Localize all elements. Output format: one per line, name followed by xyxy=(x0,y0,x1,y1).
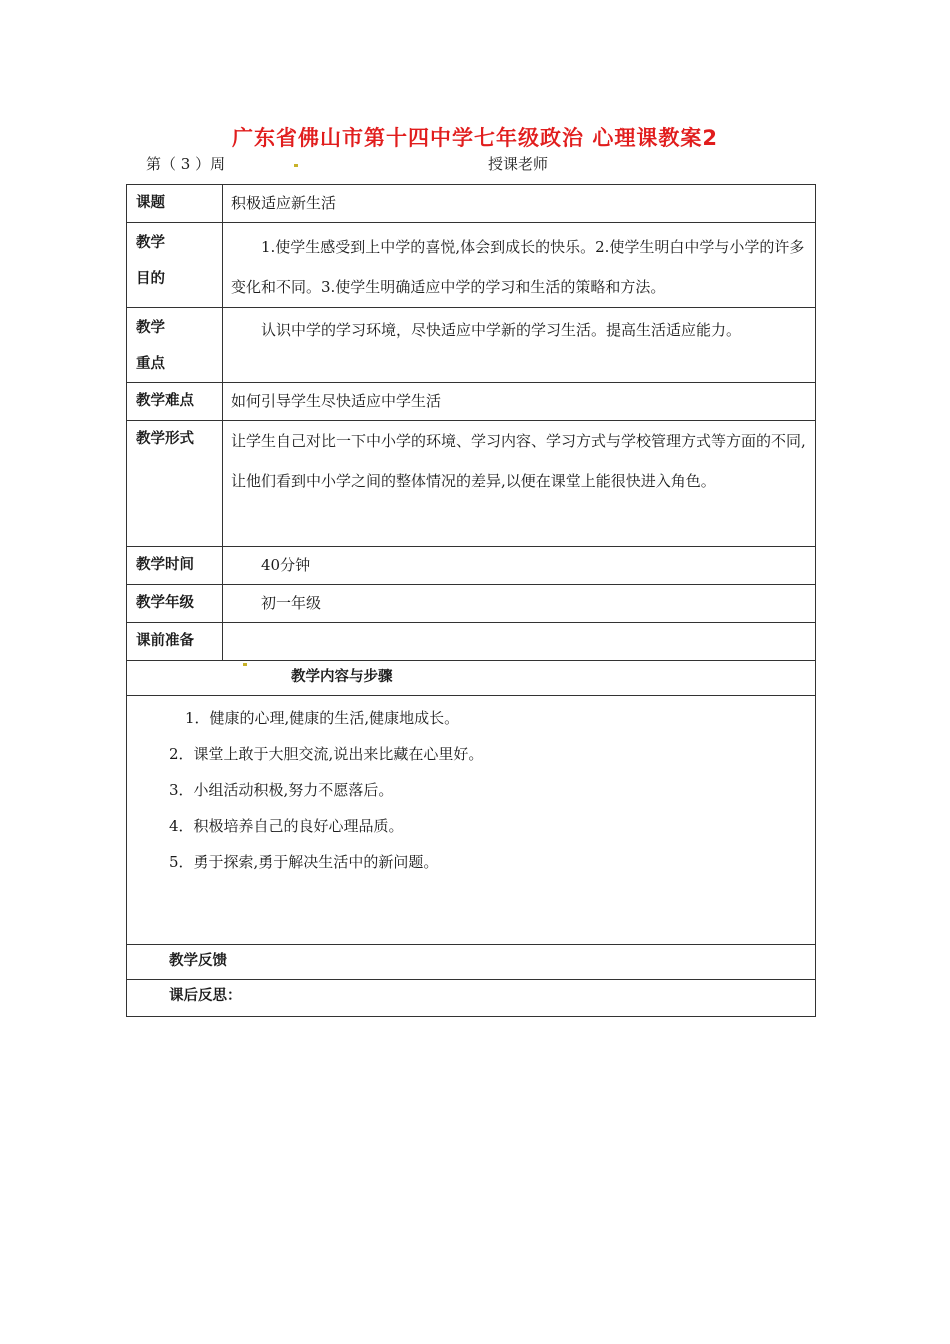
row-steps-heading xyxy=(127,661,816,696)
reflection-label: 课后反思： xyxy=(127,980,816,1017)
week-number: 第（ 3 ）周 xyxy=(146,155,226,173)
difficulty-label: 教学难点 xyxy=(127,383,223,421)
row-focus xyxy=(127,308,816,383)
focus-label xyxy=(127,308,223,383)
form-label: 教学形式 xyxy=(127,421,223,547)
goal-label-line2: 目的 xyxy=(136,271,165,287)
topic-label: 课题 xyxy=(127,185,223,223)
goal-label-line1: 教学 xyxy=(136,235,165,251)
topic-value: 积极适应新生活 xyxy=(223,185,816,223)
goal-label xyxy=(127,223,223,308)
teacher-label: 授课老师 xyxy=(488,155,549,173)
focus-value: 认识中学的学习环境，尽快适应中学新的学习生活。提高生活适应能力。 xyxy=(223,308,816,383)
prep-label: 课前准备 xyxy=(127,623,223,661)
row-steps-content xyxy=(127,696,816,945)
row-goal xyxy=(127,223,816,308)
grade-value: 初一年级 xyxy=(223,585,816,623)
time-label: 教学时间 xyxy=(127,547,223,585)
step-item-3: 3．小组活动积极,努力不愿落后。 xyxy=(169,781,394,799)
goal-value: 1.使学生感受到上中学的喜悦,体会到成长的快乐。2.使学生明白中学与小学的许多变化和不同。3.使学生明确适应中学的学习和生活的策略和方法。 xyxy=(223,223,816,308)
steps-heading-cell xyxy=(127,661,816,696)
time-value: 40分钟 xyxy=(223,547,816,585)
difficulty-value: 如何引导学生尽快适应中学生活 xyxy=(223,383,816,421)
row-feedback xyxy=(127,945,816,980)
row-grade xyxy=(127,585,816,623)
steps-heading: 教学内容与步骤 xyxy=(291,669,393,685)
row-topic xyxy=(127,185,816,223)
steps-list xyxy=(127,696,816,945)
lesson-plan-table xyxy=(126,184,816,1017)
row-prep xyxy=(127,623,816,661)
grade-label: 教学年级 xyxy=(127,585,223,623)
row-reflection xyxy=(127,980,816,1017)
form-value: 让学生自己对比一下中小学的环境、学习内容、学习方式与学校管理方式等方面的不同,让他们看到中小学之间的整体情况的差异,以便在课堂上能很快进入角色。 xyxy=(223,421,816,547)
row-form xyxy=(127,421,816,547)
row-time xyxy=(127,547,816,585)
row-difficulty xyxy=(127,383,816,421)
focus-label-line2: 重点 xyxy=(136,356,165,372)
step-item-5: 5．勇于探索,勇于解决生活中的新问题。 xyxy=(169,853,439,871)
feedback-label: 教学反馈 xyxy=(127,945,816,980)
step-item-1: 1．健康的心理,健康的生活,健康地成长。 xyxy=(185,709,460,727)
focus-label-line1: 教学 xyxy=(136,320,165,336)
scan-speck xyxy=(243,663,247,666)
step-item-4: 4．积极培养自己的良好心理品质。 xyxy=(169,817,404,835)
step-item-2: 2．课堂上敢于大胆交流,说出来比藏在心里好。 xyxy=(169,745,484,763)
prep-value xyxy=(223,623,816,661)
scan-speck xyxy=(294,164,298,167)
document-title: 广东省佛山市第十四中学七年级政治 心理课教案2 xyxy=(232,126,718,150)
